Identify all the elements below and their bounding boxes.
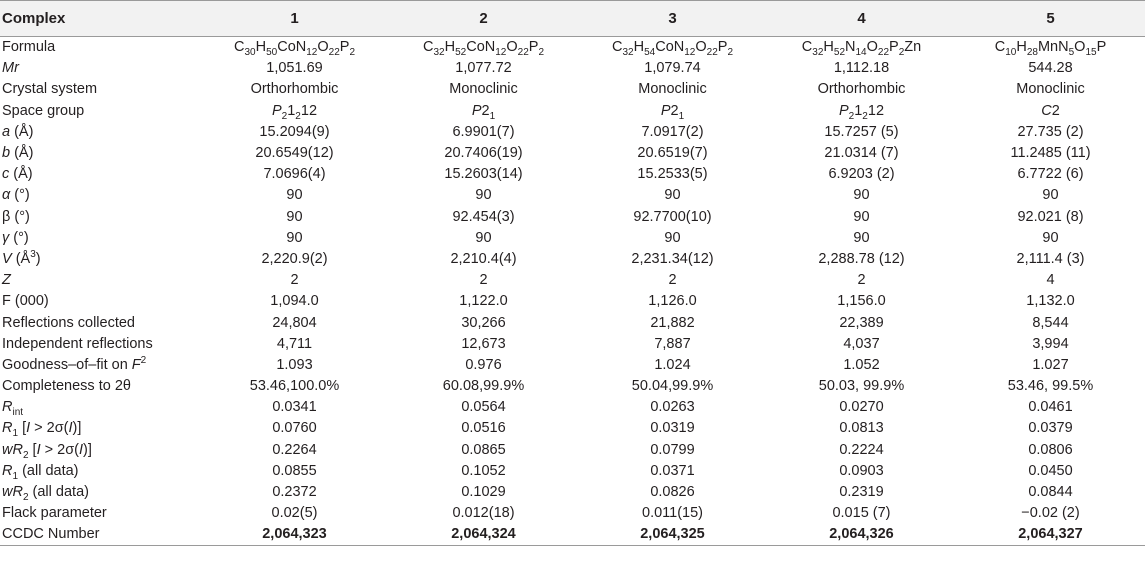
table-cell: 0.0270 bbox=[839, 399, 884, 416]
table-cell: 50.03, 99.9% bbox=[818, 378, 905, 395]
table-row bbox=[0, 164, 1145, 185]
table-cell: 2,064,323 bbox=[200, 524, 389, 545]
table-cell: 1.093 bbox=[276, 356, 313, 373]
table-cell: 0.011(15) bbox=[642, 505, 703, 522]
table-cell: 0.0319 bbox=[650, 420, 695, 437]
table-cell: 2,220.9(2) bbox=[261, 250, 328, 267]
table-cell: 0.2224 bbox=[839, 441, 884, 458]
table-cell: 2 bbox=[857, 272, 866, 289]
table-cell: 90 bbox=[475, 229, 492, 246]
table-cell: 0.0813 bbox=[839, 420, 884, 437]
table-cell: 90 bbox=[286, 187, 303, 204]
table-row-formula bbox=[0, 37, 1145, 58]
table-cell: 50.04,99.9% bbox=[631, 378, 714, 395]
row-label: c (Å) bbox=[2, 166, 33, 183]
table-cell: 0.0844 bbox=[1028, 484, 1073, 501]
table-cell: 4,037 bbox=[843, 335, 880, 352]
table-cell: 0.1052 bbox=[461, 462, 506, 479]
table-cell: 2,064,326 bbox=[767, 524, 956, 545]
table-cell: 24,804 bbox=[272, 314, 317, 331]
table-row bbox=[0, 481, 1145, 502]
row-label: $R_1$ (all data) bbox=[2, 462, 79, 482]
header-complex-5: 5 bbox=[956, 1, 1145, 37]
table-cell: 2,064,327 bbox=[956, 524, 1145, 545]
table-cell: 1.024 bbox=[654, 356, 691, 373]
table-cell: 0.2319 bbox=[839, 484, 884, 501]
header-complex-4: 4 bbox=[767, 1, 956, 37]
table-cell: 1,126.0 bbox=[648, 293, 697, 310]
table-cell: $P_21_212$ bbox=[838, 102, 885, 122]
table-cell: $P2_1$ bbox=[660, 102, 685, 122]
row-label: $wR_2$ [I > 2σ(I)] bbox=[2, 441, 92, 461]
formula-cell: $C_{32}H_{54}CoN_{12}O_{22}P_2$ bbox=[612, 39, 733, 59]
table-cell: 12,673 bbox=[461, 335, 506, 352]
row-label: $R_1$ [I > 2σ(I)] bbox=[2, 420, 82, 440]
table-row bbox=[0, 354, 1145, 375]
table-cell: 2,210.4(4) bbox=[450, 250, 517, 267]
table-cell: 92.021 (8) bbox=[1017, 208, 1084, 225]
table-cell: 6.9901(7) bbox=[452, 123, 515, 140]
table-cell: Monoclinic bbox=[1016, 81, 1085, 98]
table-cell: C2 bbox=[1041, 102, 1060, 119]
table-cell: 2,064,325 bbox=[578, 524, 767, 545]
row-label: V $(Å^3)$ bbox=[2, 249, 41, 267]
row-label: Flack parameter bbox=[2, 505, 107, 522]
table-cell: 0.2264 bbox=[272, 441, 317, 458]
table-header-row bbox=[0, 1, 1145, 37]
table-row bbox=[0, 291, 1145, 312]
table-row bbox=[0, 142, 1145, 163]
table-cell: 90 bbox=[664, 229, 681, 246]
table-cell: 0.0461 bbox=[1028, 399, 1073, 416]
table-cell: Orthorhombic bbox=[250, 81, 339, 98]
table-cell: 60.08,99.9% bbox=[442, 378, 525, 395]
formula-cell: $C_{32}H_{52}N_{14}O_{22}P_2Zn$ bbox=[801, 39, 922, 59]
table-cell: 92.7700(10) bbox=[633, 208, 712, 225]
table-cell: 21,882 bbox=[650, 314, 695, 331]
row-label: Crystal system bbox=[2, 81, 98, 98]
row-label-formula: Formula bbox=[2, 39, 56, 56]
table-cell: 0.015 (7) bbox=[832, 505, 891, 522]
table-cell: 0.0760 bbox=[272, 420, 317, 437]
table-cell: 30,266 bbox=[461, 314, 506, 331]
table-cell: 53.46,100.0% bbox=[249, 378, 340, 395]
table-row bbox=[0, 270, 1145, 291]
table-row bbox=[0, 460, 1145, 481]
table-cell: 20.6549(12) bbox=[255, 145, 334, 162]
table-cell: 0.976 bbox=[465, 356, 502, 373]
row-label: Reflections collected bbox=[2, 314, 135, 331]
table-cell: 1.052 bbox=[843, 356, 880, 373]
table-cell: 11.2485 (11) bbox=[1010, 145, 1091, 162]
row-label: $R_{int}$ bbox=[2, 399, 24, 419]
table-cell: 8,544 bbox=[1032, 314, 1069, 331]
table-cell: 6.7722 (6) bbox=[1017, 166, 1084, 183]
table-cell: 1,112.18 bbox=[833, 60, 890, 77]
table-cell: 1,094.0 bbox=[270, 293, 319, 310]
table-row bbox=[0, 100, 1145, 121]
table-cell: 90 bbox=[853, 187, 870, 204]
table-row bbox=[0, 121, 1145, 142]
table-cell: 0.2372 bbox=[272, 484, 317, 501]
table-row bbox=[0, 58, 1145, 79]
table-row bbox=[0, 397, 1145, 418]
table-cell: 544.28 bbox=[1028, 60, 1073, 77]
table-cell: 15.7257 (5) bbox=[824, 123, 899, 140]
table-cell: 15.2094(9) bbox=[259, 123, 330, 140]
table-cell: 1.027 bbox=[1032, 356, 1069, 373]
row-label: CCDC Number bbox=[0, 524, 200, 545]
table-cell: 0.0516 bbox=[461, 420, 506, 437]
table-cell: 2,231.34(12) bbox=[631, 250, 714, 267]
table-cell: 22,389 bbox=[839, 314, 884, 331]
header-complex: Complex bbox=[0, 1, 200, 37]
table-cell: 0.0564 bbox=[461, 399, 506, 416]
table-cell: 0.0799 bbox=[650, 441, 695, 458]
table-cell: −0.02 (2) bbox=[1021, 505, 1080, 522]
row-label: Goodness–of–fit on $F^2$ bbox=[2, 355, 147, 373]
table-cell: 7,887 bbox=[654, 335, 691, 352]
table-cell: 21.0314 (7) bbox=[824, 145, 899, 162]
table-cell: 1,156.0 bbox=[837, 293, 886, 310]
table-cell: 2 bbox=[479, 272, 488, 289]
table-cell: 90 bbox=[286, 229, 303, 246]
row-label: β (°) bbox=[2, 208, 30, 225]
table-cell: 90 bbox=[1042, 229, 1059, 246]
row-label: γ (°) bbox=[2, 229, 29, 246]
table-row bbox=[0, 333, 1145, 354]
table-cell: 0.0855 bbox=[272, 462, 317, 479]
row-label: $wR_2$ (all data) bbox=[2, 484, 89, 503]
table-cell: 7.0917(2) bbox=[641, 123, 704, 140]
row-label: Mr bbox=[2, 60, 19, 77]
table-cell: 2 bbox=[668, 272, 677, 289]
table-cell: 1,132.0 bbox=[1026, 293, 1075, 310]
table-cell: 0.0865 bbox=[461, 441, 506, 458]
table-row bbox=[0, 312, 1145, 333]
table-cell: 1,122.0 bbox=[459, 293, 508, 310]
row-label: a (Å) bbox=[2, 123, 34, 140]
table-cell: 15.2533(5) bbox=[637, 166, 708, 183]
table-row bbox=[0, 227, 1145, 248]
row-label: F (000) bbox=[2, 293, 49, 310]
formula-cell: $C_{32}H_{52}CoN_{12}O_{22}P_2$ bbox=[423, 39, 544, 59]
table-row bbox=[0, 79, 1145, 100]
formula-cell: $C_{10}H_{28}MnN_5O_{15}P$ bbox=[994, 39, 1107, 59]
table-cell: 3,994 bbox=[1032, 335, 1069, 352]
table-row bbox=[0, 524, 1145, 545]
table-cell: $P2_1$ bbox=[471, 102, 496, 122]
table-cell: 20.7406(19) bbox=[444, 145, 523, 162]
table-cell: 53.46, 99.5% bbox=[1007, 378, 1094, 395]
formula-cell: $C_{30}H_{50}CoN_{12}O_{22}P_2$ bbox=[234, 39, 355, 59]
row-label: Independent reflections bbox=[2, 335, 153, 352]
table-row bbox=[0, 418, 1145, 439]
table-cell: 6.9203 (2) bbox=[828, 166, 895, 183]
table-cell: 0.02(5) bbox=[271, 505, 318, 522]
table-row bbox=[0, 185, 1145, 206]
table-cell: Monoclinic bbox=[638, 81, 707, 98]
table-cell: 2,111.4 (3) bbox=[1016, 250, 1085, 267]
table-cell: 0.0263 bbox=[650, 399, 695, 416]
table-cell: 0.0450 bbox=[1028, 462, 1073, 479]
table-cell: 0.0341 bbox=[272, 399, 317, 416]
table-cell: 90 bbox=[853, 208, 870, 225]
row-label: α (°) bbox=[2, 187, 30, 204]
table-cell: 90 bbox=[475, 187, 492, 204]
table-row bbox=[0, 206, 1145, 227]
row-label: Z bbox=[2, 272, 11, 289]
row-label: Space group bbox=[2, 102, 85, 119]
table-body bbox=[0, 37, 1145, 546]
table-cell: 4,711 bbox=[276, 335, 313, 352]
table-cell: 0.1029 bbox=[461, 484, 506, 501]
table-row bbox=[0, 503, 1145, 524]
table-cell: Monoclinic bbox=[449, 81, 518, 98]
table-cell: 20.6519(7) bbox=[637, 145, 708, 162]
header-complex-1: 1 bbox=[200, 1, 389, 37]
table-cell: 0.0903 bbox=[839, 462, 884, 479]
table-cell: 0.012(18) bbox=[452, 505, 515, 522]
table-cell: 1,077.72 bbox=[455, 60, 512, 77]
table-cell: 2 bbox=[290, 272, 299, 289]
table-cell: 90 bbox=[853, 229, 870, 246]
table-cell: 0.0371 bbox=[650, 462, 695, 479]
table-cell: 15.2603(14) bbox=[444, 166, 523, 183]
table-cell: 2,064,324 bbox=[389, 524, 578, 545]
table-cell: 7.0696(4) bbox=[263, 166, 326, 183]
header-complex-3: 3 bbox=[578, 1, 767, 37]
table-cell: 0.0806 bbox=[1028, 441, 1073, 458]
table-cell: 90 bbox=[286, 208, 303, 225]
table-row bbox=[0, 439, 1145, 460]
table-cell: 90 bbox=[664, 187, 681, 204]
table-cell: 4 bbox=[1046, 272, 1055, 289]
table-row bbox=[0, 376, 1145, 397]
row-label: Completeness to 2θ bbox=[2, 378, 131, 395]
table-cell: Orthorhombic bbox=[817, 81, 906, 98]
table-cell: 90 bbox=[1042, 187, 1059, 204]
table-cell: $P_21_212$ bbox=[271, 102, 318, 122]
row-label: b (Å) bbox=[2, 145, 34, 162]
table-cell: 27.735 (2) bbox=[1017, 123, 1084, 140]
table-row bbox=[0, 248, 1145, 269]
table-cell: 0.0826 bbox=[650, 484, 695, 501]
table-cell: 0.0379 bbox=[1028, 420, 1073, 437]
table-cell: 1,079.74 bbox=[644, 60, 701, 77]
header-complex-2: 2 bbox=[389, 1, 578, 37]
table-cell: 92.454(3) bbox=[452, 208, 515, 225]
table-cell: 2,288.78 (12) bbox=[818, 250, 905, 267]
table-cell: 1,051.69 bbox=[266, 60, 323, 77]
